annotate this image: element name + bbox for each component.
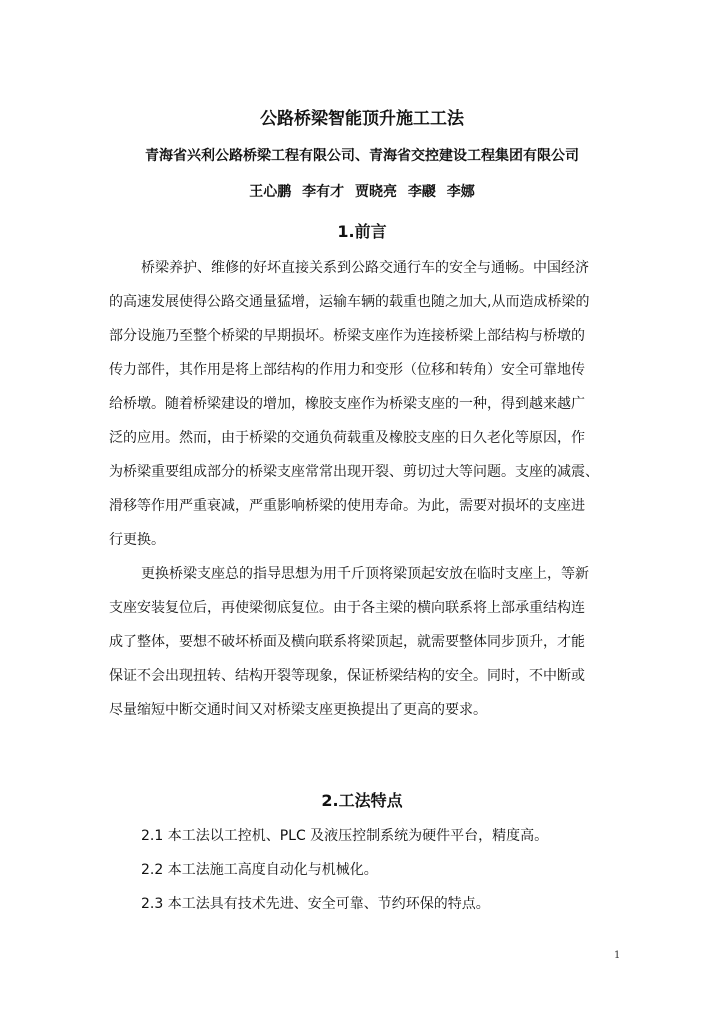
page-number: 1 <box>614 950 621 961</box>
paragraph-line: 给桥墩。随着桥梁建设的增加，橡胶支座作为桥梁支座的一种，得到越来越广 <box>109 396 585 412</box>
paragraph-line: 的高速发展使得公路交通量猛增，运输车辆的载重也随之加大,从而造成桥梁的 <box>109 294 590 310</box>
section-heading-preface: 1.前言 <box>337 222 387 241</box>
paragraph-line: 泛的应用。然而，由于桥梁的交通负荷载重及橡胶支座的日久老化等原因，作 <box>109 430 585 446</box>
paragraph-line: 保证不会出现扭转、结构开裂等现象，保证桥梁结构的安全。同时，不中断或 <box>109 668 585 684</box>
paragraph-line: 成了整体，要想不破坏桥面及横向联系将梁顶起，就需要整体同步顶升，才能 <box>109 634 585 650</box>
section-heading-features: 2.工法特点 <box>321 791 403 810</box>
page-title: 公路桥梁智能顶升施工工法 <box>260 109 464 129</box>
paragraph-line: 传力部件，其作用是将上部结构的作用力和变形（位移和转角）安全可靠地传 <box>109 362 585 378</box>
authors-line: 王心鹏 李有才 贾晓亮 李鬷 李娜 <box>249 184 475 200</box>
organization-line: 青海省兴利公路桥梁工程有限公司、青海省交控建设工程集团有限公司 <box>145 148 579 164</box>
paragraph-line: 部分设施乃至整个桥梁的早期损坏。桥梁支座作为连接桥梁上部结构与桥墩的 <box>109 328 585 344</box>
list-item: 2.2 本工法施工高度自动化与机械化。 <box>141 862 378 878</box>
list-item: 2.3 本工法具有技术先进、安全可靠、节约环保的特点。 <box>141 896 490 912</box>
paragraph-line: 滑移等作用严重衰减，严重影响桥梁的使用寿命。为此，需要对损坏的支座进 <box>109 498 585 514</box>
paragraph-line: 更换桥梁支座总的指导思想为用千斤顶将梁顶起安放在临时支座上，等新 <box>141 566 589 582</box>
paragraph-line: 桥梁养护、维修的好坏直接关系到公路交通行车的安全与通畅。中国经济 <box>141 260 589 276</box>
paragraph-line: 尽量缩短中断交通时间又对桥梁支座更换提出了更高的要求。 <box>109 702 487 718</box>
paragraph-line: 行更换。 <box>109 532 165 548</box>
paragraph-line: 为桥梁重要组成部分的桥梁支座常常出现开裂、剪切过大等问题。支座的减震、 <box>109 464 599 480</box>
paragraph-line: 支座安装复位后，再使梁彻底复位。由于各主梁的横向联系将上部承重结构连 <box>109 600 585 616</box>
list-item: 2.1 本工法以工控机、PLC 及液压控制系统为硬件平台，精度高。 <box>141 828 549 844</box>
